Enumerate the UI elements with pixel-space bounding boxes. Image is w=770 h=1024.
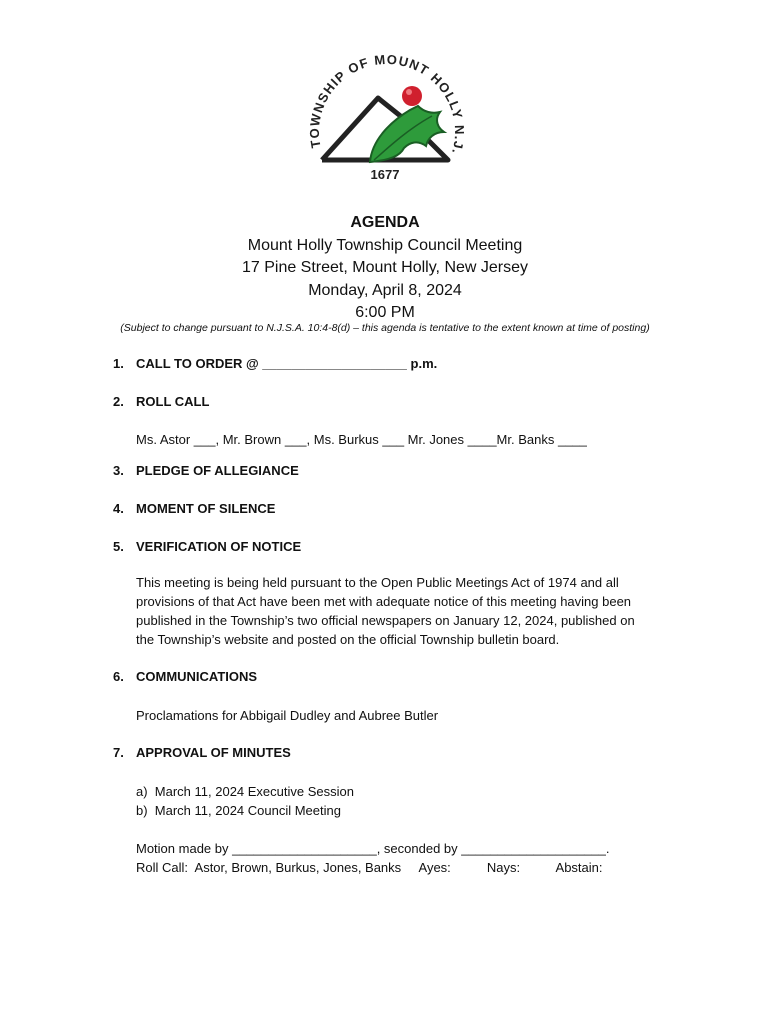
subject-to-change-note: (Subject to change pursuant to N.J.S.A. 10:4-8(d) – this agenda is tentative to the extent known at time of posting) [120,322,650,334]
item-label: ROLL CALL [136,394,210,409]
minutes-item-a: a) March 11, 2024 Executive Session [136,784,354,799]
item-label: APPROVAL OF MINUTES [136,745,291,760]
notice-line: This meeting is being held pursuant to the Open Public Meetings Act of 1974 and all [136,575,619,590]
notice-line: provisions of that Act have been met with adequate notice of this meeting having been [136,594,632,609]
meeting-name: Mount Holly Township Council Meeting [247,236,523,254]
meeting-address: 17 Pine Street, Mount Holly, New Jersey [241,259,529,276]
item-number: 7. [113,745,124,760]
agenda-header [0,212,770,325]
notice-line: the Township’s website and posted on the official Township bulletin board. [136,632,560,647]
motion-line: Motion made by ____________________, seconded by ____________________. [136,841,610,856]
meeting-date: Monday, April 8, 2024 [308,281,462,299]
item-label: CALL TO ORDER @ ____________________ p.m. [136,356,438,371]
item-label: PLEDGE OF ALLEGIANCE [136,463,299,478]
agenda-item-call-to-order [113,356,437,371]
township-seal-logo [300,40,470,185]
item-number: 2. [113,394,124,409]
minutes-roll-call-line: Roll Call: Astor, Brown, Burkus, Jones, Banks Ayes: Nays: Abstain: [136,860,603,875]
communications-text: Proclamations for Abbigail Dudley and Aubree Butler [136,708,439,723]
seal-year: 1677 [370,167,400,182]
item-label: VERIFICATION OF NOTICE [136,539,302,554]
agenda-item-pledge [113,463,299,478]
roll-call-line: Ms. Astor ___, Mr. Brown ___, Ms. Burkus ___ Mr. Jones ____Mr. Banks ____ [136,432,587,447]
agenda-item-verification-of-notice [113,539,301,554]
notice-line: published in the Township’s two official newspapers on January 12, 2024, published on [136,613,635,628]
minutes-item-b: b) March 11, 2024 Council Meeting [136,803,341,818]
agenda-title: AGENDA [350,214,420,231]
item-number: 1. [113,356,124,371]
item-number: 3. [113,463,124,478]
item-label: MOMENT OF SILENCE [136,501,276,516]
agenda-item-approval-of-minutes [113,745,291,760]
agenda-item-roll-call [113,394,209,409]
item-number: 5. [113,539,124,554]
agenda-item-communications [113,669,257,684]
item-number: 4. [113,501,124,516]
item-label: COMMUNICATIONS [136,669,258,684]
item-number: 6. [113,669,124,684]
meeting-time: 6:00 PM [355,304,415,321]
agenda-item-moment-of-silence [113,501,275,516]
seal-ring-text: TOWNSHIP OF MOUNT HOLLY N.J. [306,51,468,157]
notice-paragraph [136,573,635,649]
